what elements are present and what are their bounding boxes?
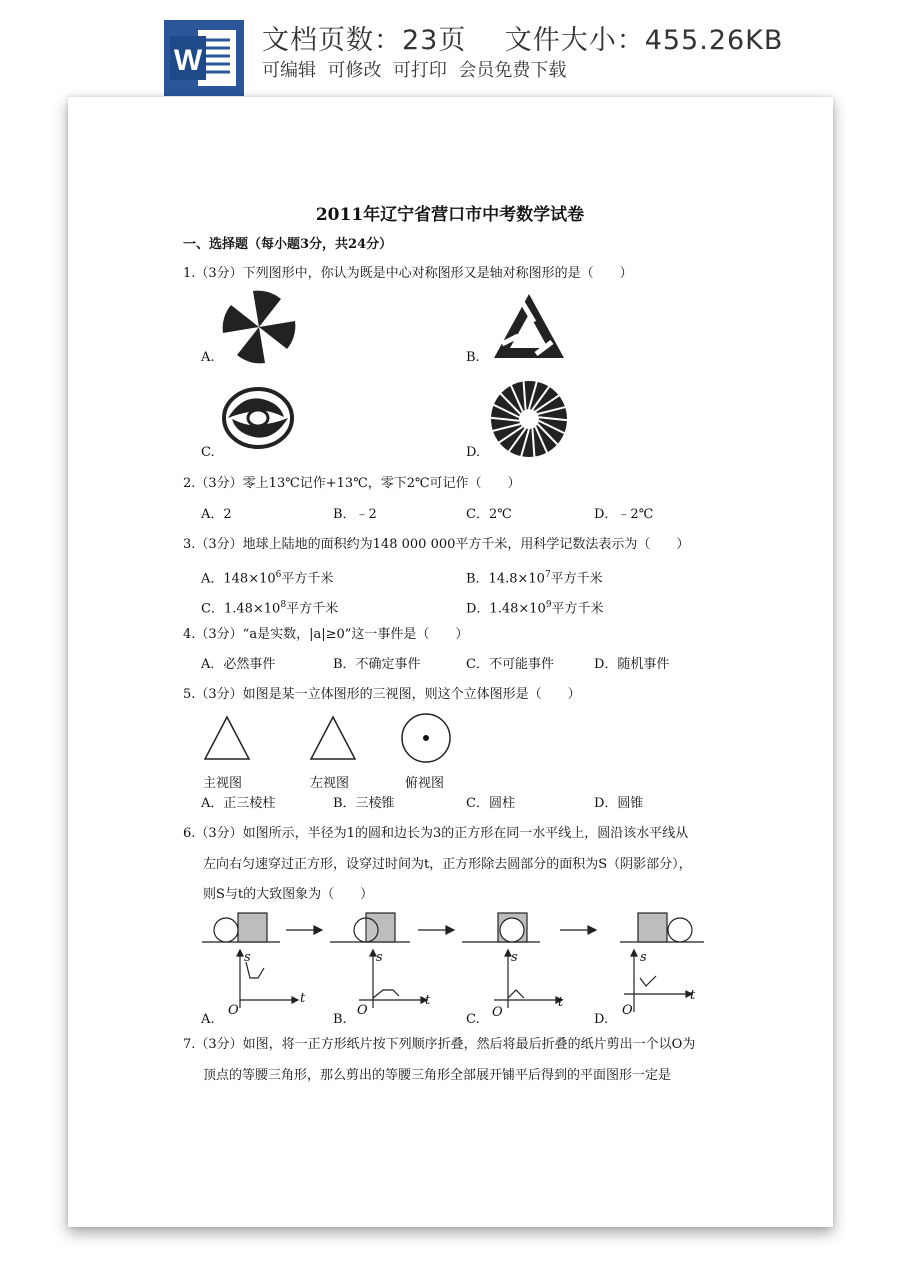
q3-option-a: A．$148\times 10^6$平方千米 <box>201 570 334 587</box>
graph-a-t-label: t <box>300 991 306 1006</box>
pinwheel-figure <box>222 290 296 364</box>
q2-option-a: A．2 <box>201 507 232 522</box>
q6-option-b-label: B. <box>333 1012 347 1027</box>
q2-option-d: D．﹣2℃ <box>594 507 654 522</box>
q3-option-b: B．$14.8\times 10^7$平方千米 <box>466 570 603 587</box>
graph-b-t-label: t <box>425 993 431 1008</box>
q1-option-c-label: C. <box>201 445 215 460</box>
question-6-line-3: 则S与t的大致图象为（ ） <box>203 887 374 902</box>
q3-option-c: C．$1.48\times 10^8$平方千米 <box>201 600 339 617</box>
circle-emblem-figure <box>222 387 294 449</box>
q5-option-c: C．圆柱 <box>466 796 515 811</box>
question-2-stem: 2.（3分）零上13℃记作+13℃，零下2℃可记作（ ） <box>183 476 521 491</box>
page-count-label: 文档页数：23页 <box>262 25 467 56</box>
q5-option-b: B．三棱锥 <box>333 796 395 811</box>
graph-b-s-label: s <box>376 950 383 965</box>
circle-square-sequence <box>200 910 710 950</box>
question-1-stem: 1.（3分）下列图形中，你认为既是中心对称图形又是轴对称图形的是（ ） <box>183 266 633 281</box>
top-view-circle <box>400 712 452 764</box>
q2-option-b: B．﹣2 <box>333 507 377 522</box>
graph-d-s-label: s <box>640 950 647 965</box>
graph-c-s-label: s <box>511 950 518 965</box>
top-view-caption: 俯视图 <box>405 776 445 791</box>
q1-option-a-label: A. <box>201 350 215 365</box>
q5-option-a: A．正三棱柱 <box>201 796 276 811</box>
q4-option-c: C．不可能事件 <box>466 657 554 672</box>
spiral-sunburst-figure <box>490 380 568 458</box>
document-features-label: 可编辑 可修改 可打印 会员免费下载 <box>262 60 567 81</box>
graph-d-origin: O <box>622 1003 633 1018</box>
file-size-label: 文件大小：455.26KB <box>504 25 784 56</box>
q4-option-d: D．随机事件 <box>594 657 670 672</box>
q2-option-c: C．2℃ <box>466 507 512 522</box>
graph-c-origin: O <box>492 1005 503 1020</box>
graph-b-origin: O <box>357 1003 368 1018</box>
question-6-line-1: 6.（3分）如图所示，半径为1的圆和边长为3的正方形在同一水平线上，圆沿该水平线从 <box>183 826 689 841</box>
q3-option-d: D．$1.48\times 10^9$平方千米 <box>466 600 604 617</box>
q1-option-b-label: B. <box>466 350 480 365</box>
side-view-triangle <box>309 715 357 761</box>
graph-a-origin: O <box>228 1003 239 1018</box>
q6-option-c-label: C. <box>466 1012 480 1027</box>
question-7-line-1: 7.（3分）如图，将一正方形纸片按下列顺序折叠，然后将最后折叠的纸片剪出一个以O为 <box>183 1037 696 1052</box>
q4-option-a: A．必然事件 <box>201 657 276 672</box>
section-heading: 一、选择题（每小题3分，共24分） <box>183 237 393 252</box>
front-view-triangle <box>203 715 251 761</box>
q6-option-a-label: A. <box>201 1012 215 1027</box>
graph-d-t-label: t <box>690 988 696 1003</box>
q6-option-d-label: D. <box>594 1012 609 1027</box>
question-5-stem: 5.（3分）如图是某一立体图形的三视图，则这个立体图形是（ ） <box>183 687 581 702</box>
graph-a-s-label: s <box>244 950 251 965</box>
q5-option-d: D．圆锥 <box>594 796 644 811</box>
q4-option-b: B．不确定事件 <box>333 657 421 672</box>
front-view-caption: 主视图 <box>203 776 243 791</box>
question-6-line-2: 左向右匀速穿过正方形，设穿过时间为t，正方形除去圆部分的面积为S（阴影部分）， <box>203 857 692 872</box>
q1-option-d-label: D. <box>466 445 481 460</box>
question-4-stem: 4.（3分）“a是实数，|a|≥0”这一事件是（ ） <box>183 627 469 642</box>
question-7-line-2: 顶点的等腰三角形，那么剪出的等腰三角形全部展开铺平后得到的平面图形一定是 <box>203 1068 672 1083</box>
exam-title: 2011年辽宁省营口市中考数学试卷 <box>315 205 585 225</box>
recycle-triangle-figure <box>492 292 566 362</box>
graph-c-t-label: t <box>558 995 564 1010</box>
side-view-caption: 左视图 <box>310 776 350 791</box>
question-3-stem: 3.（3分）地球上陆地的面积约为148 000 000平方千米，用科学记数法表示为（ ） <box>183 537 690 552</box>
word-icon-letter: W <box>173 44 203 77</box>
